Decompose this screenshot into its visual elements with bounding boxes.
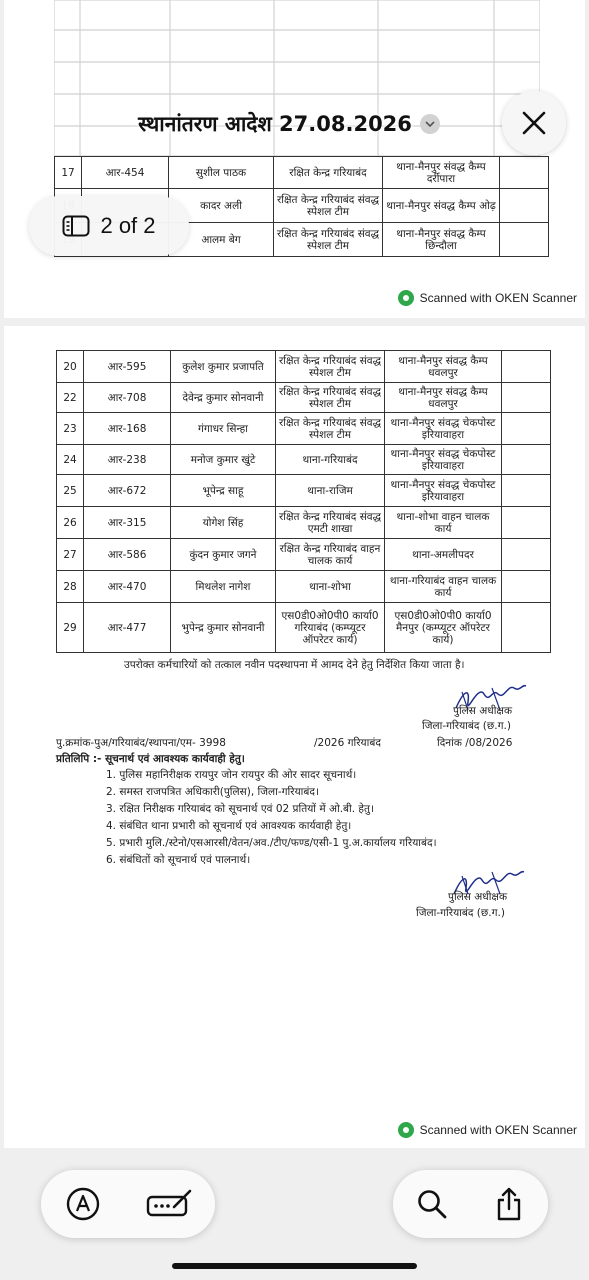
cell-from: रक्षित केन्द्र गरियाबंद वाहन चालक कार्य bbox=[276, 539, 385, 571]
cell-sr: 25 bbox=[57, 475, 84, 507]
copy-list bbox=[106, 768, 437, 870]
cell-from: रक्षित केन्द्र गरियाबंद bbox=[274, 157, 383, 189]
table-row bbox=[57, 445, 551, 475]
sign2-title: पुलिस अधीक्षक bbox=[448, 891, 508, 903]
cell-to: थाना-मैनपुर संवद्ध कैम्प छिन्दौला bbox=[383, 223, 500, 257]
home-indicator[interactable] bbox=[172, 1263, 417, 1269]
cell-id: आर-586 bbox=[84, 539, 171, 571]
cell-to: थाना-मैनपुर संवद्ध कैम्प धवलपुर bbox=[385, 383, 502, 413]
cell-name: मनोज कुमार खुंटे bbox=[171, 445, 276, 475]
list-item: 1. पुलिस महानिरीक्षक रायपुर जोन रायपुर की ओर सादर सूचनार्थ। bbox=[106, 769, 357, 781]
cell-name: मिथलेश नागेश bbox=[171, 571, 276, 603]
cell-name: कादर अली bbox=[169, 189, 274, 223]
sign1-office: जिला-गरियाबंद (छ.ग.) bbox=[422, 720, 511, 732]
cell-name: आलम बेग bbox=[169, 223, 274, 257]
cell-remark bbox=[502, 507, 551, 539]
cell-name: भुपेन्द्र कुमार सोनवानी bbox=[171, 603, 276, 653]
document-title: स्थानांतरण आदेश 27.08.2026 bbox=[138, 112, 412, 136]
cell-from: रक्षित केन्द्र गरियाबंद संवद्ध स्पेशल टीम bbox=[276, 383, 385, 413]
cell-from: थाना-गरियाबंद bbox=[276, 445, 385, 475]
scanned-watermark bbox=[398, 1122, 577, 1138]
table-row bbox=[57, 507, 551, 539]
cell-remark bbox=[500, 189, 549, 223]
markup-button[interactable] bbox=[61, 1182, 105, 1226]
cell-from: एस0डी0ओ0पी0 कार्या0 गरियाबंद (कम्प्यूटर ऑपरेटर कार्य) bbox=[276, 603, 385, 653]
cell-remark bbox=[502, 539, 551, 571]
search-icon bbox=[417, 1189, 447, 1219]
share-icon bbox=[495, 1187, 523, 1221]
cell-remark bbox=[502, 351, 551, 383]
document-page-2 bbox=[4, 326, 585, 1148]
cell-remark bbox=[502, 603, 551, 653]
close-button[interactable] bbox=[502, 91, 566, 155]
cell-id: आर-708 bbox=[84, 383, 171, 413]
cell-sr: 26 bbox=[57, 507, 84, 539]
cell-name: सुशील पाठक bbox=[169, 157, 274, 189]
sign1-title: पुलिस अधीक्षक bbox=[453, 705, 513, 717]
cell-name: गंगाधर सिन्हा bbox=[171, 413, 276, 445]
cell-from: रक्षित केन्द्र गरियाबंद संवद्ध स्पेशल टीम bbox=[276, 351, 385, 383]
cell-remark bbox=[500, 223, 549, 257]
reference-year: /2026 गरियाबंद bbox=[314, 737, 381, 749]
page-indicator-button[interactable] bbox=[29, 196, 189, 256]
cell-name: कुलेश कुमार प्रजापति bbox=[171, 351, 276, 383]
cell-id: आर-595 bbox=[84, 351, 171, 383]
table-row bbox=[57, 383, 551, 413]
keyboard-icon bbox=[146, 1189, 194, 1219]
scanned-text: Scanned with OKEN Scanner bbox=[419, 1123, 577, 1137]
cell-id: आर-238 bbox=[84, 445, 171, 475]
chevron-down-icon bbox=[420, 114, 440, 134]
cell-id: आर-315 bbox=[84, 507, 171, 539]
cell-to: थाना-मैनपुर संवद्ध चेकपोस्ट इरियावाहरा bbox=[385, 413, 502, 445]
oken-icon bbox=[398, 1122, 414, 1138]
copy-heading: प्रतिलिपि :- सूचनार्थ एवं आवश्यक कार्यवाही हेतु। bbox=[56, 753, 245, 765]
document-page-1 bbox=[4, 0, 585, 318]
document-title-button[interactable] bbox=[112, 98, 466, 150]
table-row bbox=[57, 475, 551, 507]
table-row bbox=[57, 603, 551, 653]
form-fill-button[interactable] bbox=[144, 1182, 196, 1226]
cell-sr: 29 bbox=[57, 603, 84, 653]
search-button[interactable] bbox=[410, 1182, 454, 1226]
cell-to: थाना-मैनपुर संवद्ध कैम्प ओढ़ bbox=[383, 189, 500, 223]
cell-name: देवेन्द्र कुमार सोनवानी bbox=[171, 383, 276, 413]
cell-id: आर-470 bbox=[84, 571, 171, 603]
cell-sr: 24 bbox=[57, 445, 84, 475]
cell-id: आर-672 bbox=[84, 475, 171, 507]
cell-sr: 28 bbox=[57, 571, 84, 603]
reference-number: पु.क्रमांक-पुअ/गरियाबंद/स्थापना/एम- 3998 bbox=[56, 737, 226, 749]
table-row bbox=[57, 539, 551, 571]
cell-sr: 23 bbox=[57, 413, 84, 445]
cell-name: कुंदन कुमार जगने bbox=[171, 539, 276, 571]
cell-id: आर-454 bbox=[82, 157, 169, 189]
scanned-watermark bbox=[398, 290, 577, 306]
instruction-note: उपरोक्त कर्मचारियों को तत्काल नवीन पदस्थापना में आमद देने हेतु निर्देशित किया जाता है। bbox=[124, 659, 465, 671]
table-row bbox=[57, 571, 551, 603]
cell-from: रक्षित केन्द्र गरियाबंद संवद्ध स्पेशल टीम bbox=[274, 189, 383, 223]
cell-remark bbox=[502, 383, 551, 413]
cell-sr: 20 bbox=[57, 351, 84, 383]
list-item: 5. प्रभारी मुलि./स्टेनो/एसआरसी/वेतन/अव./टीए/फण्ड/एसी-1 पु.अ.कार्यालय गरियाबंद। bbox=[106, 837, 437, 849]
cell-to: थाना-मैनपुर संवद्ध कैम्प धवलपुर bbox=[385, 351, 502, 383]
cell-name: योगेश सिंह bbox=[171, 507, 276, 539]
close-icon bbox=[522, 111, 546, 135]
cell-sr: 22 bbox=[57, 383, 84, 413]
cell-to: थाना-अमलीपदर bbox=[385, 539, 502, 571]
cell-to: थाना-शोभा वाहन चालक कार्य bbox=[385, 507, 502, 539]
page-indicator-label: 2 of 2 bbox=[100, 213, 156, 238]
cell-id: आर-477 bbox=[84, 603, 171, 653]
oken-icon bbox=[398, 290, 414, 306]
cell-remark bbox=[502, 413, 551, 445]
table-row bbox=[55, 157, 549, 189]
scanned-text: Scanned with OKEN Scanner bbox=[419, 291, 577, 305]
table-row bbox=[57, 413, 551, 445]
cell-to: थाना-मैनपुर संवद्ध चेकपोस्ट इरियावाहरा bbox=[385, 445, 502, 475]
list-item: 6. संबंधितों को सूचनार्थ एवं पालनार्थ। bbox=[106, 854, 251, 866]
cell-remark bbox=[500, 157, 549, 189]
list-item: 3. रक्षित निरीक्षक गरियाबंद को सूचनार्थ एवं 02 प्रतियों में ओ.बी. हेतु। bbox=[106, 803, 374, 815]
cell-to: थाना-मैनपुर संवद्ध चेकपोस्ट इरियावाहरा bbox=[385, 475, 502, 507]
cell-sr: 17 bbox=[55, 157, 82, 189]
action-toolbar bbox=[393, 1170, 548, 1238]
cell-remark bbox=[502, 571, 551, 603]
cell-from: रक्षित केन्द्र गरियाबंद संवद्ध स्पेशल टीम bbox=[274, 223, 383, 257]
cell-name: भूपेन्द्र साहू bbox=[171, 475, 276, 507]
cell-sr: 27 bbox=[57, 539, 84, 571]
cell-from: थाना-राजिम bbox=[276, 475, 385, 507]
markup-icon bbox=[66, 1187, 100, 1221]
cell-id: आर-168 bbox=[84, 413, 171, 445]
cell-from: रक्षित केन्द्र गरियाबंद संवद्ध एमटी शाखा bbox=[276, 507, 385, 539]
cell-remark bbox=[502, 475, 551, 507]
cell-to: थाना-गरियाबंद वाहन चालक कार्य bbox=[385, 571, 502, 603]
markup-toolbar bbox=[41, 1170, 215, 1238]
cell-from: थाना-शोभा bbox=[276, 571, 385, 603]
sign2-office: जिला-गरियाबंद (छ.ग.) bbox=[416, 907, 505, 919]
transfer-table-page2 bbox=[56, 350, 551, 653]
list-item: 2. समस्त राजपत्रित अधिकारी(पुलिस), जिला-गरियाबंद। bbox=[106, 786, 319, 798]
cell-to: एस0डी0ओ0पी0 कार्या0 मैनपुर (कम्प्यूटर ऑपरेटर कार्य) bbox=[385, 603, 502, 653]
list-item: 4. संबंधित थाना प्रभारी को सूचनार्थ एवं आवश्यक कार्यवाही हेतु। bbox=[106, 820, 352, 832]
cell-to: थाना-मैनपुर संवद्ध कैम्प दर्रीपारा bbox=[383, 157, 500, 189]
cell-from: रक्षित केन्द्र गरियाबंद संवद्ध स्पेशल टीम bbox=[276, 413, 385, 445]
reference-date: दिनांक /08/2026 bbox=[437, 737, 513, 749]
share-button[interactable] bbox=[487, 1182, 531, 1226]
sidebar-icon bbox=[62, 215, 90, 237]
table-row bbox=[57, 351, 551, 383]
cell-remark bbox=[502, 445, 551, 475]
